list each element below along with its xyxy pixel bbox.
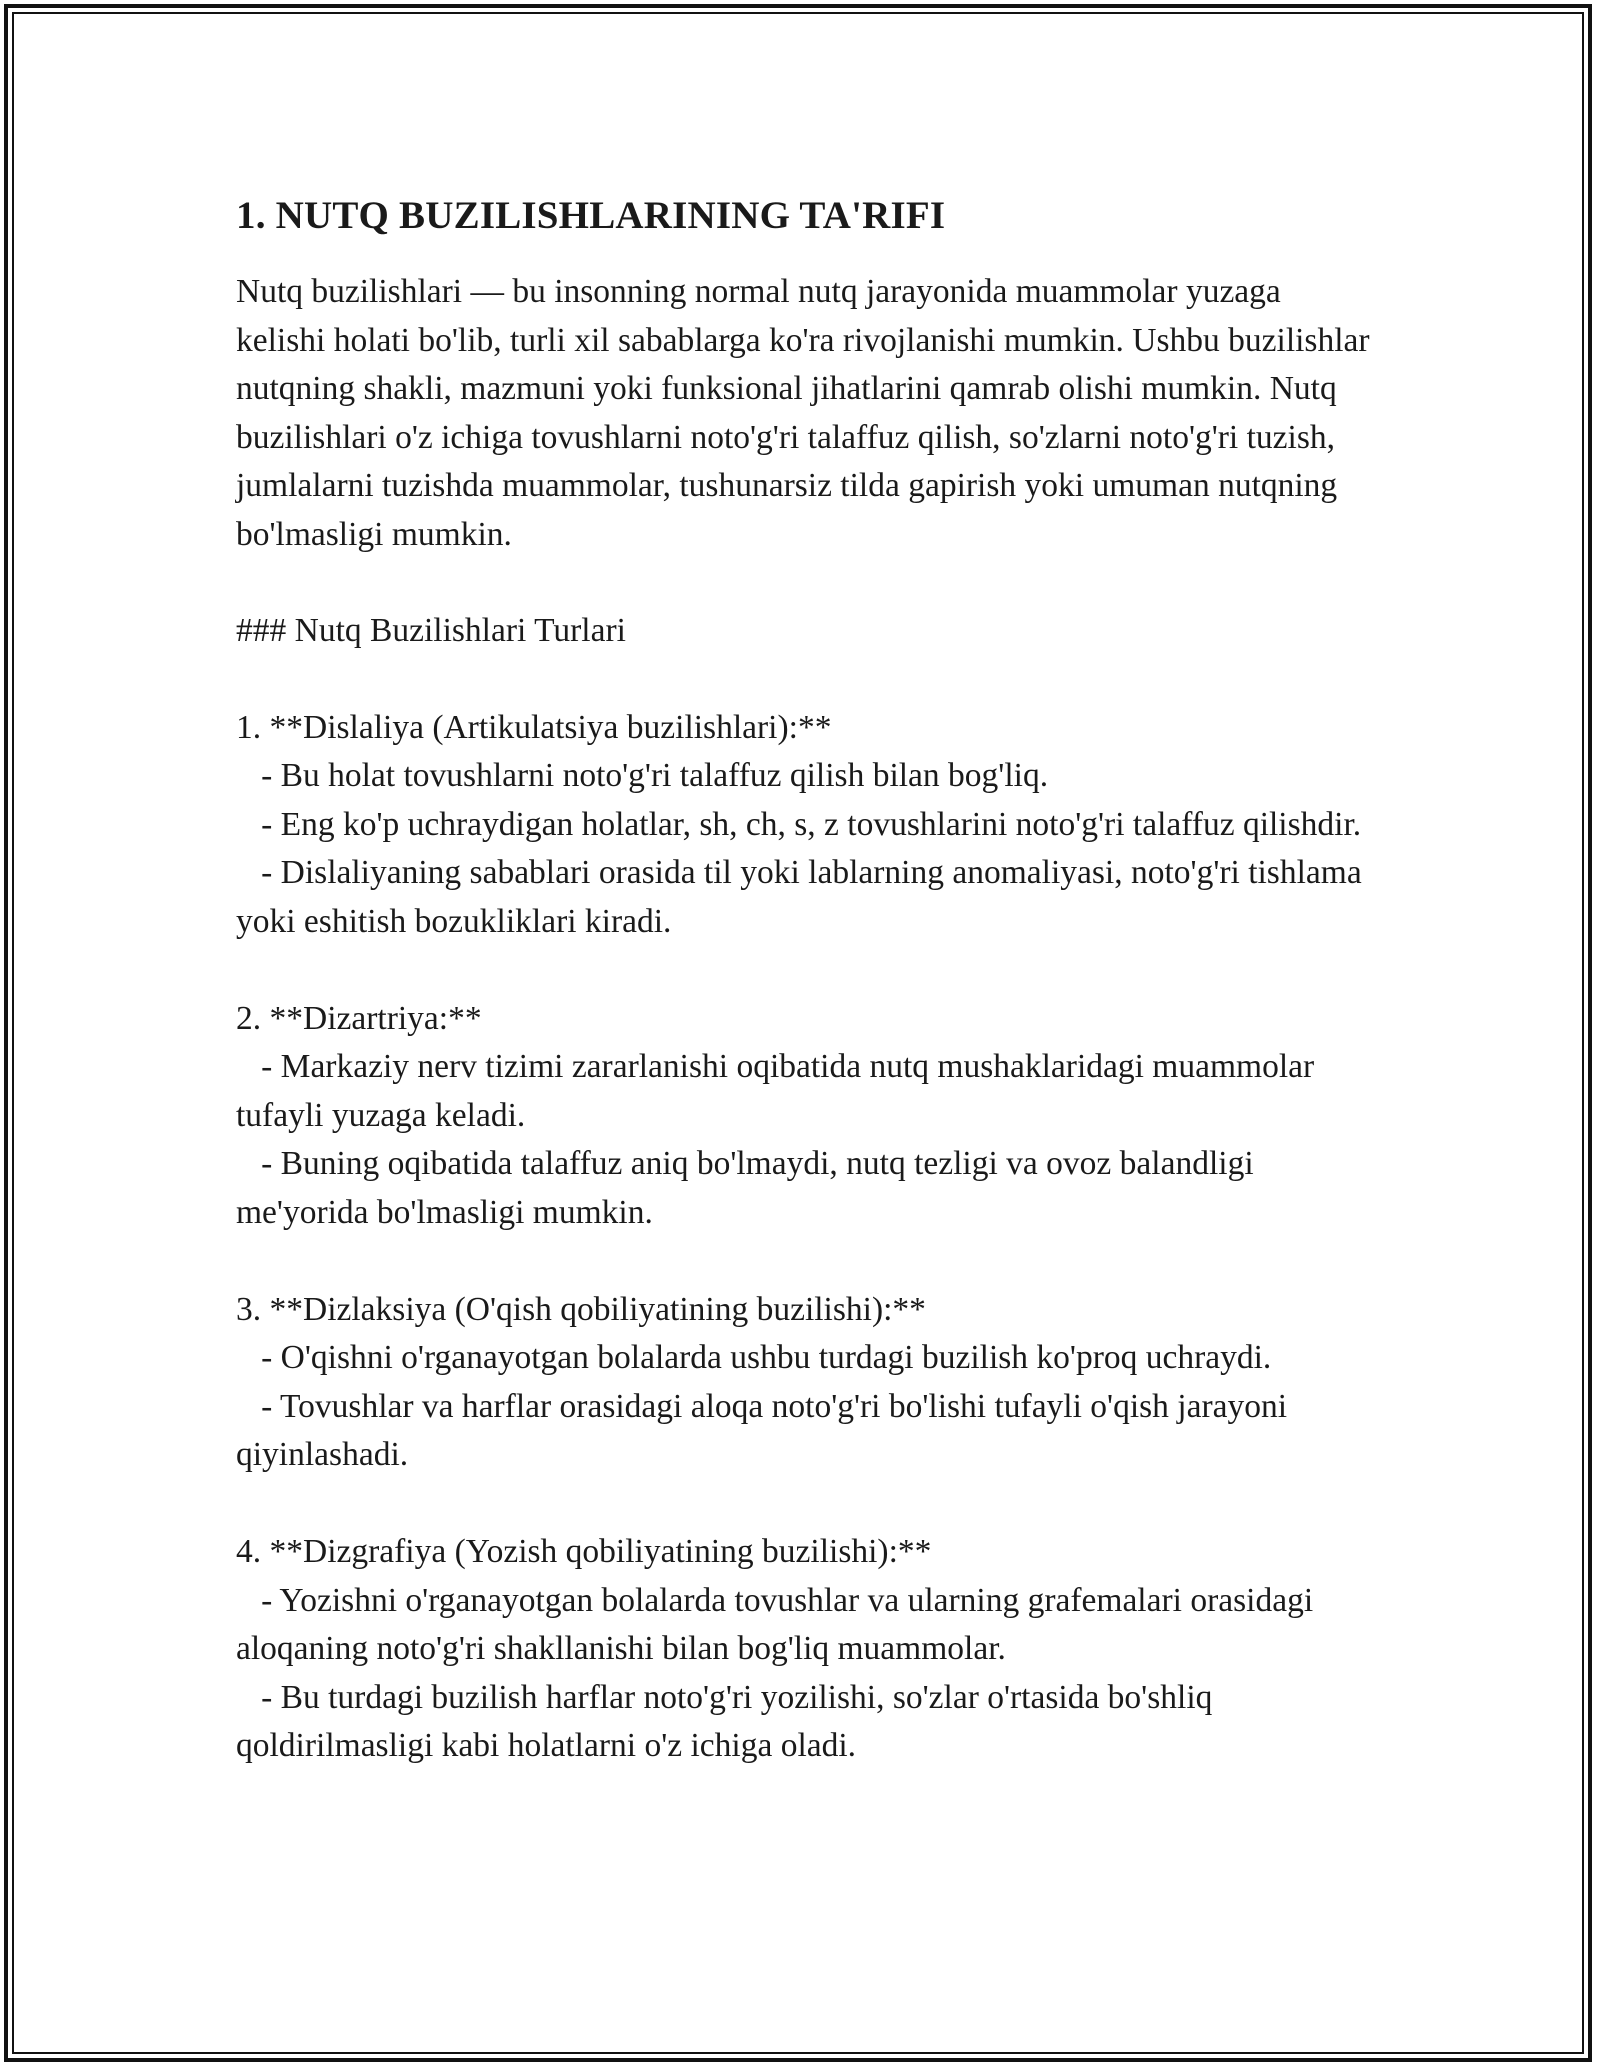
list-item-bullet: - Yozishni o'rganayotgan bolalarda tovushlar va ularning grafemalari orasidagi aloqaning noto'g'ri shakllanishi bilan bog'liq muammolar. — [236, 1581, 1322, 1667]
list-item-title: 3. **Dizlaksiya (O'qish qobiliyatining buzilishi):** — [236, 1290, 926, 1328]
list-item-bullet: - Bu turdagi buzilish harflar noto'g'ri yozilishi, so'zlar o'rtasida bo'shliq qoldirilmasligi kabi holatlarni o'z ichiga oladi. — [236, 1678, 1221, 1764]
document-body — [236, 180, 1376, 1819]
list-item — [236, 1286, 1376, 1480]
document-heading: 1. NUTQ BUZILISHLARINING TA'RIFI — [236, 194, 946, 237]
intro-paragraph: Nutq buzilishlari — bu insonning normal nutq jarayonida muammolar yuzaga kelishi holati bo'lib, turli xil sabablarga ko'ra rivojlanishi mumkin. Ushbu buzilishlar nutqning shakli, mazmuni yoki funksional jihatlarini qamrab olishi mumkin. Nutq buzilishlari o'z ichiga tovushlarni noto'g'ri talaffuz qilish, so'zlarni noto'g'ri tuzish, jumlalarni tuzishda muammolar, tushunarsiz tilda gapirish yoki umuman nutqning bo'lmasligi mumkin. — [236, 273, 1370, 553]
list-item-title: 4. **Dizgrafiya (Yozish qobiliyatining buzilishi):** — [236, 1533, 932, 1570]
list-item-bullet: - Tovushlar va harflar orasidagi aloqa noto'g'ri bo'lishi tufayli o'qish jarayoni qiyinlashadi. — [236, 1387, 1296, 1473]
list-item — [236, 1528, 1376, 1771]
list-item-bullet: - O'qishni o'rganayotgan bolalarda ushbu turdagi buzilish ko'proq uchraydi. — [236, 1339, 1272, 1376]
list-item-bullet: - Markaziy nerv tizimi zararlanishi oqibatida nutq mushaklaridagi muammolar tufayli yuzaga keladi. — [236, 1048, 1323, 1134]
list-item-bullet: - Buning oqibatida talaffuz aniq bo'lmaydi, nutq tezligi va ovoz balandligi me'yorida bo'lmasligi mumkin. — [236, 1145, 1263, 1231]
list-item-bullet: - Bu holat tovushlarni noto'g'ri talaffuz qilish bilan bog'liq. — [236, 757, 1049, 794]
list-item-title: 1. **Dislaliya (Artikulatsiya buzilishlari):** — [236, 708, 832, 746]
list-item-title: 2. **Dizartriya:** — [236, 999, 482, 1037]
list-item — [236, 995, 1376, 1238]
section-subheading: ### Nutq Buzilishlari Turlari — [236, 612, 626, 649]
list-item-bullet: - Dislaliyaning sabablari orasida til yoki lablarning anomaliyasi, noto'g'ri tishlama yoki eshitish bozukliklari kiradi. — [236, 854, 1371, 940]
list-item-bullet: - Eng ko'p uchraydigan holatlar, sh, ch, s, z tovushlarini noto'g'ri talaffuz qilishdir. — [236, 805, 1362, 843]
list-item — [236, 704, 1376, 947]
